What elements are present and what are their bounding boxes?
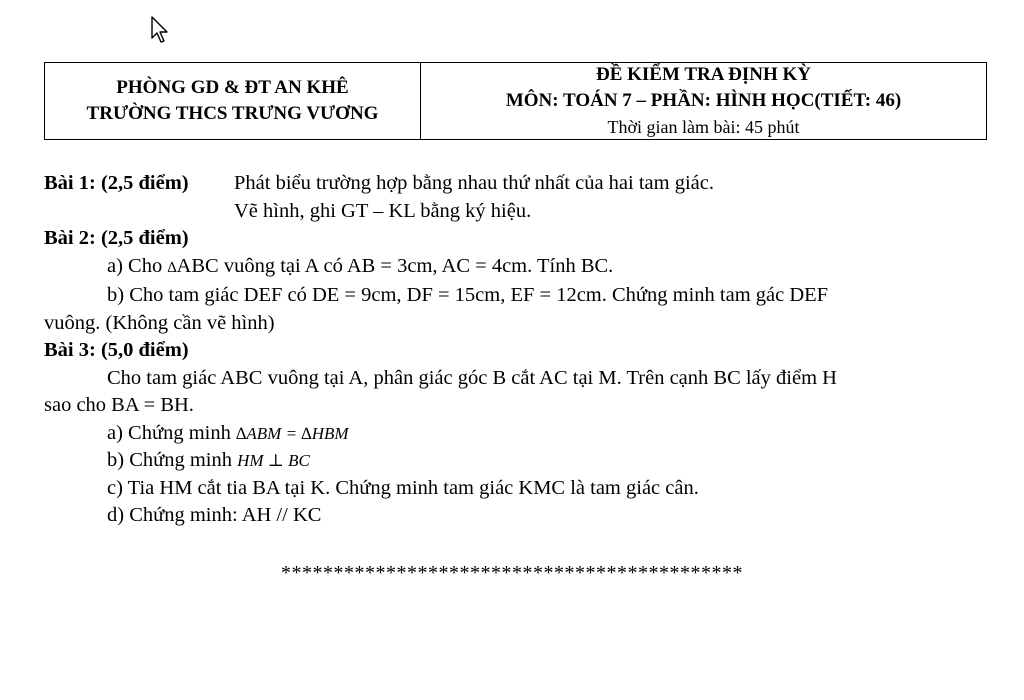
triangle-symbol: ∆ [167, 259, 177, 276]
bai1-label: Bài 1: (2,5 điểm) [44, 172, 189, 194]
school-name: TRƯỜNG THCS TRƯNG VƯƠNG [86, 103, 379, 124]
bai2-part-b-line2: vuông. (Không cần vẽ hình) [44, 311, 275, 334]
bai3-b-math: HM ⊥ BC [237, 451, 310, 470]
bai2-label: Bài 2: (2,5 điểm) [44, 227, 189, 249]
bai3-label: Bài 3: (5,0 điểm) [44, 339, 189, 361]
mouse-cursor-icon [150, 16, 170, 44]
bai3-part-d: d) Chứng minh: AH // KC [107, 504, 322, 526]
bai1-text-line1: Phát biểu trường hợp bằng nhau thứ nhất của hai tam giác. [234, 172, 714, 194]
department-name: PHÒNG GD & ĐT AN KHÊ [116, 77, 349, 98]
bai1-row [44, 170, 989, 198]
school-info [45, 63, 421, 139]
bai3-b-prefix: b) Chứng minh [107, 449, 233, 471]
end-separator: ******************************************** [281, 562, 743, 584]
exam-subject: MÔN: TOÁN 7 – PHẦN: HÌNH HỌC(TIẾT: 46) [505, 90, 902, 111]
exam-content [44, 170, 989, 530]
exam-duration: Thời gian làm bài: 45 phút [607, 117, 800, 137]
bai2-a-prefix: a) Cho [107, 254, 163, 277]
exam-title: ĐỀ KIỂM TRA ĐỊNH KỲ [595, 64, 811, 85]
bai2-part-b-line1: b) Cho tam giác DEF có DE = 9cm, DF = 15cm, EF = 12cm. Chứng minh tam gác DEF [107, 284, 829, 306]
bai3-part-c: c) Tia HM cắt tia BA tại K. Chứng minh tam giác KMC là tam giác cân. [107, 476, 699, 499]
bai3-part-a [44, 420, 989, 448]
bai3-intro-line1: Cho tam giác ABC vuông tại A, phân giác góc B cắt AC tại M. Trên cạnh BC lấy điểm H [107, 366, 837, 389]
bai2-a-text: ABC vuông tại A có AB = 3cm, AC = 4cm. Tính BC. [176, 254, 614, 277]
bai1-text-line2: Vẽ hình, ghi GT – KL bằng ký hiệu. [234, 199, 532, 222]
bai2-part-a [44, 253, 989, 283]
bai3-intro-line2: sao cho BA = BH. [44, 394, 194, 416]
bai3-part-b [44, 447, 989, 475]
bai3-a-prefix: a) Chứng minh [107, 421, 231, 444]
bai3-a-math: ∆ABM = ∆HBM [235, 423, 349, 443]
exam-info [421, 63, 986, 139]
header-table [44, 62, 987, 140]
